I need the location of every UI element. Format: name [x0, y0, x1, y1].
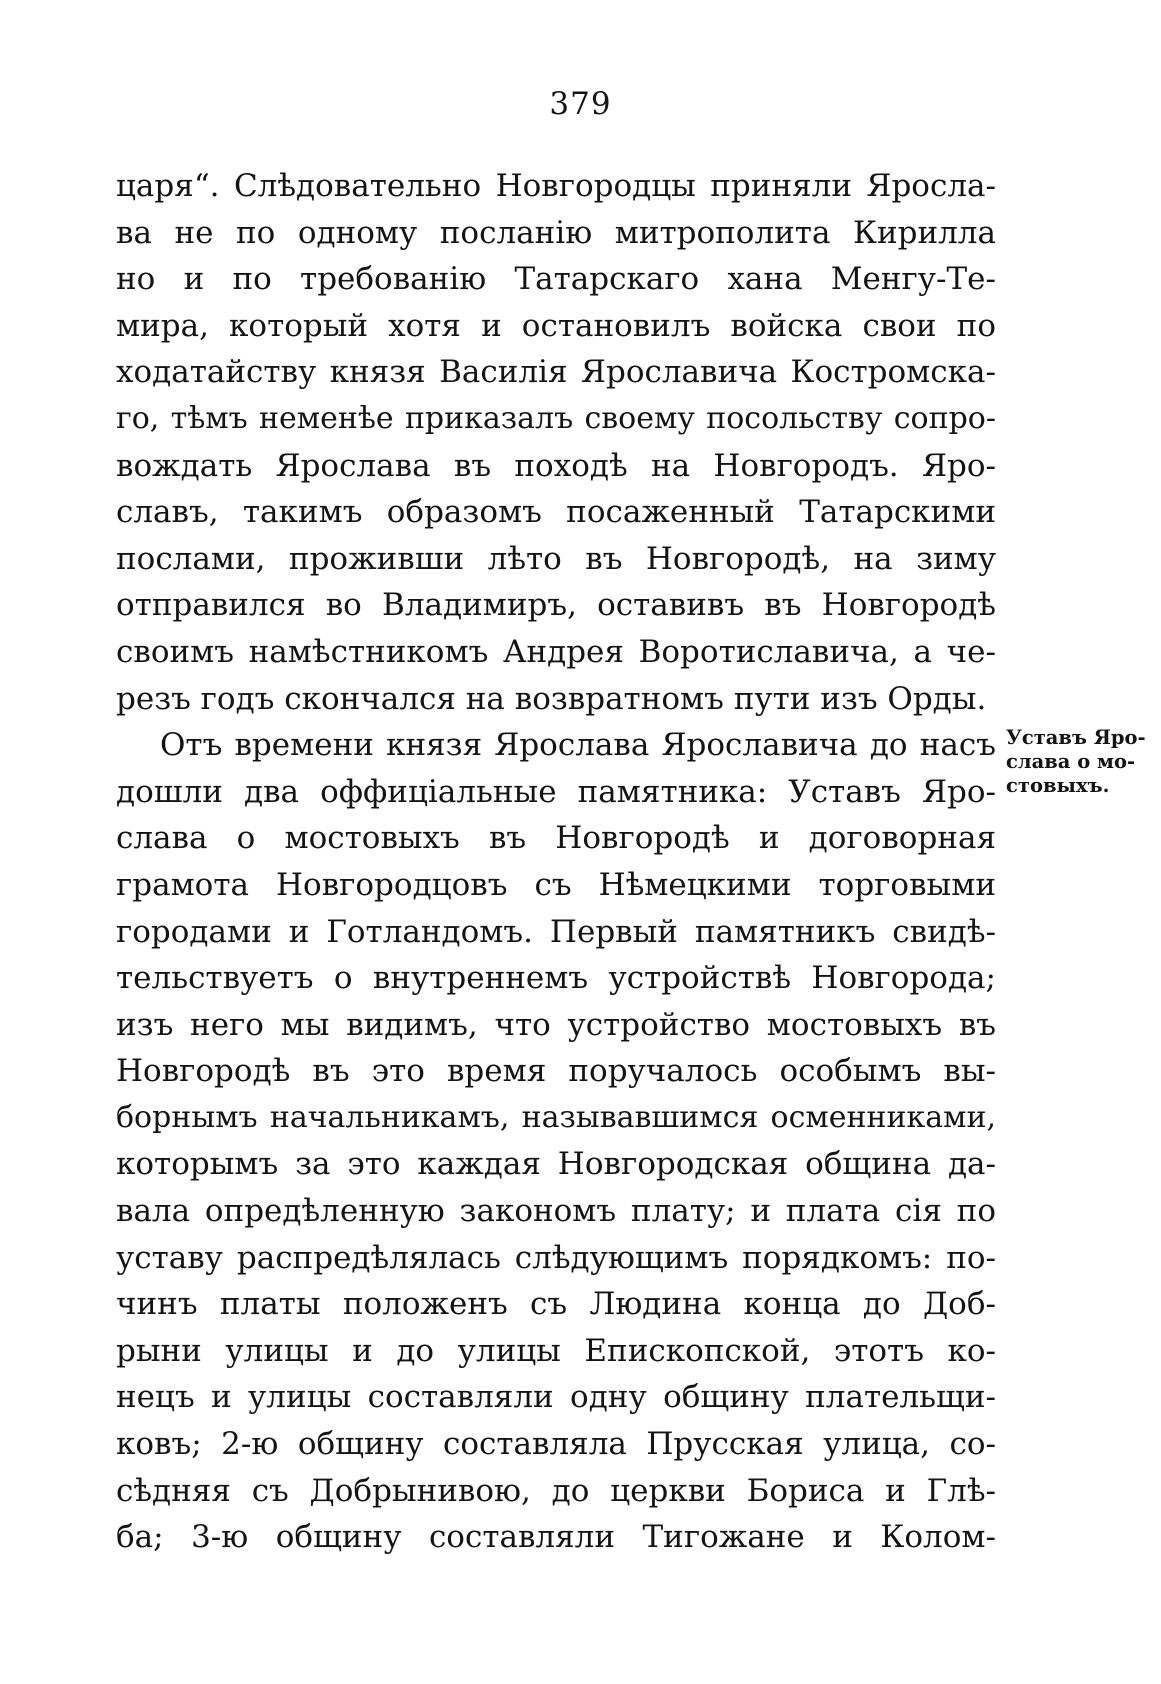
- text-line: отправился во Владимиръ, оставивъ въ Новгородѣ: [116, 587, 996, 624]
- text-line: послами, проживши лѣто въ Новгородѣ, на зиму: [116, 540, 996, 577]
- text-line: нецъ и улицы составляли одну общину плательщи-: [116, 1379, 996, 1416]
- text-line: но и по требованію Татарскаго хана Менгу-Те-: [116, 261, 996, 298]
- text-line: вала опредѣленную закономъ плату; и плата сія по: [116, 1193, 996, 1230]
- text-line: борнымъ начальникамъ, называвшимся осменниками,: [116, 1099, 996, 1135]
- margin-note-line: стовыхъ.: [1006, 774, 1110, 797]
- text-line: ва не по одному посланію митрополита Кирилла: [116, 214, 996, 251]
- text-line: рыни улицы и до улицы Епископской, этотъ ко-: [116, 1332, 996, 1369]
- margin-note: [1006, 726, 1158, 798]
- body-text: [116, 163, 996, 1561]
- text-line: Отъ времени князя Ярослава Ярославича до насъ: [160, 727, 996, 764]
- page-number: 379: [549, 86, 612, 122]
- text-line: царя“. Слѣдовательно Новгородцы приняли Яросла-: [116, 168, 996, 204]
- text-line: мира, который хотя и остановилъ войска свои по: [116, 307, 996, 344]
- text-line: Новгородѣ въ это время поручалось особымъ вы-: [116, 1053, 996, 1090]
- text-line: своимъ намѣстникомъ Андрея Воротиславича, а че-: [116, 633, 996, 670]
- text-line: дошли два оффиціальные памятника: Уставъ Яро-: [116, 773, 996, 810]
- margin-note-line: Уставъ Яро-: [1006, 726, 1146, 749]
- text-line: ба; 3-ю общину составляли Тигожане и Колом-: [116, 1519, 996, 1556]
- text-line: ходатайству князя Василія Ярославича Костромска-: [116, 354, 996, 391]
- text-line: чинъ платы положенъ съ Людина конца до Доб-: [116, 1286, 996, 1323]
- text-line: уставу распредѣлялась слѣдующимъ порядкомъ: по-: [116, 1239, 996, 1276]
- text-line: слава о мостовыхъ въ Новгородѣ и договорная: [116, 820, 996, 857]
- text-line: сѣдняя съ Добрынивою, до церкви Бориса и Глѣ-: [116, 1472, 996, 1509]
- text-line: городами и Готландомъ. Первый памятникъ свидѣ-: [116, 913, 996, 950]
- margin-note-line: слава о мо-: [1006, 750, 1136, 773]
- text-line: резъ годъ скончался на возвратномъ пути изъ Орды.: [116, 680, 987, 717]
- paragraph-1: [116, 163, 996, 722]
- text-line: изъ него мы видимъ, что устройство мостовыхъ въ: [116, 1006, 996, 1043]
- text-line: го, тѣмъ неменѣе приказалъ своему посольству сопро-: [116, 400, 996, 436]
- text-line: которымъ за это каждая Новгородская община да-: [116, 1146, 996, 1183]
- text-line: грамота Новгородцовъ съ Нѣмецкими торговыми: [116, 866, 996, 903]
- paragraph-2: [116, 722, 996, 1561]
- text-line: тельствуетъ о внутреннемъ устройствѣ Новгорода;: [116, 960, 996, 997]
- text-line: вождать Ярослава въ походѣ на Новгородъ. Яро-: [116, 447, 996, 484]
- text-line: ковъ; 2-ю общину составляла Прусская улица, со-: [116, 1426, 996, 1463]
- text-line: славъ, такимъ образомъ посаженный Татарскими: [116, 494, 996, 531]
